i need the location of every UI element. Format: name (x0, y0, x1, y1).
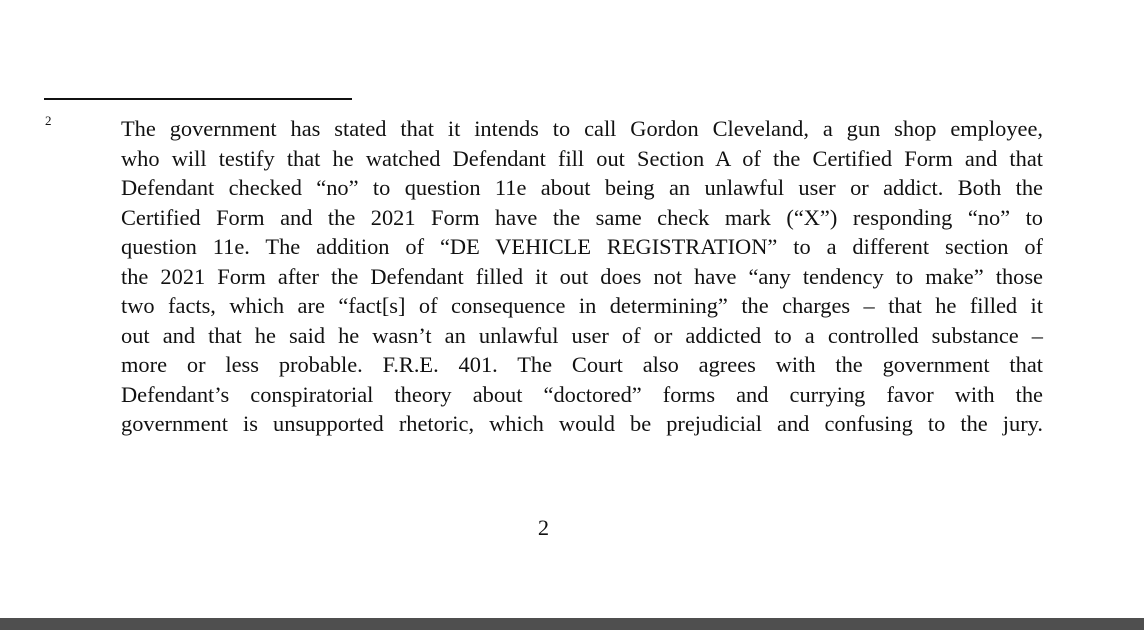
footnote-line: Defendant checked “no” to question 11e about being an unlawful user or addict. Both the (121, 175, 1043, 200)
footnote-line: Defendant’s conspiratorial theory about “doctored” forms and currying favor with the (121, 381, 1043, 407)
footnote-marker: 2 (45, 113, 52, 128)
footnote-line: out and that he said he wasn’t an unlawful user of or addicted to a controlled substance – (121, 322, 1043, 348)
viewer-bottom-bar (0, 618, 1144, 630)
footnote-line: Certified Form and the 2021 Form have the same check mark (“X”) responding “no” to (121, 204, 1043, 230)
footnote-text (121, 114, 1043, 439)
footnote-line: the 2021 Form after the Defendant filled it out does not have “any tendency to make” those (121, 263, 1043, 289)
footnote-line: government is unsupported rhetoric, which would be prejudicial and confusing to the jury. (121, 411, 1043, 436)
footnote-line: who will testify that he watched Defendant fill out Section A of the Certified Form and that (121, 145, 1043, 171)
footnote-separator-rule (44, 98, 352, 100)
footnote-line: more or less probable. F.R.E. 401. The Court also agrees with the government that (121, 352, 1043, 377)
page-number: 2 (537, 515, 550, 540)
footnote-line: two facts, which are “fact[s] of consequence in determining” the charges – that he filled it (121, 293, 1043, 318)
footnote-line: question 11e. The addition of “DE VEHICLE REGISTRATION” to a different section of (121, 234, 1043, 259)
footnote-line: The government has stated that it intends to call Gordon Cleveland, a gun shop employee, (121, 116, 1043, 141)
